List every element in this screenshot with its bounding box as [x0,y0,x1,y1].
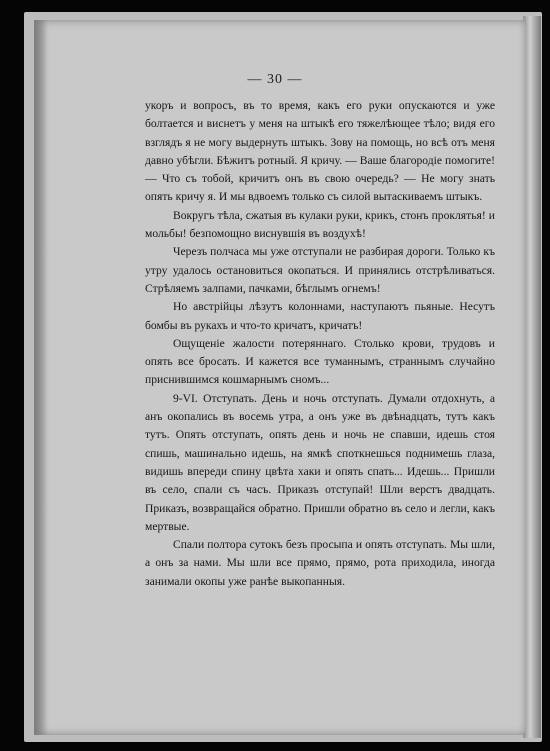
paragraph-3: Черезъ полчаса мы уже отступали не разбирая дороги. Только къ утру удалось остановиться окопаться. И принялись отстрѣливаться. Стрѣляемъ залпами, пачками, бѣглымъ огнемъ! [145,245,495,295]
paragraph-1: укоръ и вопросъ, въ то время, какъ его руки опускаются и уже болтается и виснетъ у меня на штыкѣ его тяжелѣющее тѣло; видя его взглядъ я не могу выдернуть штыкъ. Зову на помощь, но всѣ отъ меня давно убѣгли. Бѣжитъ ротный. Я кричу. — Ваше благородіе помогите! — Что съ тобой, кричитъ онъ въ свою очередь? — Не могу знать опять кричу я. И мы вдвоемъ только съ силой вытаскиваемъ штыкъ. [145,99,495,204]
page-text [145,97,495,591]
paragraph-7: Спали полтора сутокъ безъ просыпа и опять отступать. Мы шли, а онъ за нами. Мы шли все прямо, прямо, рота приходила, иногда занимали окопы уже ранѣе выкопанныя. [145,538,495,588]
paragraph-6: 9-VI. Отступать. День и ночь отступать. Думали отдохнуть, а анъ окопались въ восемь утра, а онъ уже въ двѣнадцать, тутъ какъ тутъ. Опять отступать, опять день и ночь не спавши, идешь стоя спишь, машинально идешь, на ямкѣ споткнешься поднимешь глаза, видишь впереди спину цвѣта хаки и опять спать... Идешь... Пришли въ село, спали съ часъ. Приказъ отступай! Шли верстъ двадцать. Приказъ, возвращайся обратно. Пришли обратно въ село и легли, какъ мертвые. [145,391,495,533]
paragraph-4: Но австрійцы лѣзутъ колоннами, наступаютъ пьяные. Несутъ бомбы въ рукахъ и что-то кричатъ, кричатъ! [145,300,495,332]
page-gutter [34,20,48,735]
paragraph-5: Ощущеніе жалости потеряннаго. Столько крови, трудовъ и опять все бросать. И кажется все туманнымъ, страннымъ случайно приснившимся кошмарнымъ сномъ... [145,336,495,387]
paragraph-2: Вокругъ тѣла, сжатыя въ кулаки руки, крикъ, стонъ проклятья! и мольбы! безпомощно виснувшія въ воздухѣ! [145,208,495,241]
page-number: — 30 — [247,72,303,87]
